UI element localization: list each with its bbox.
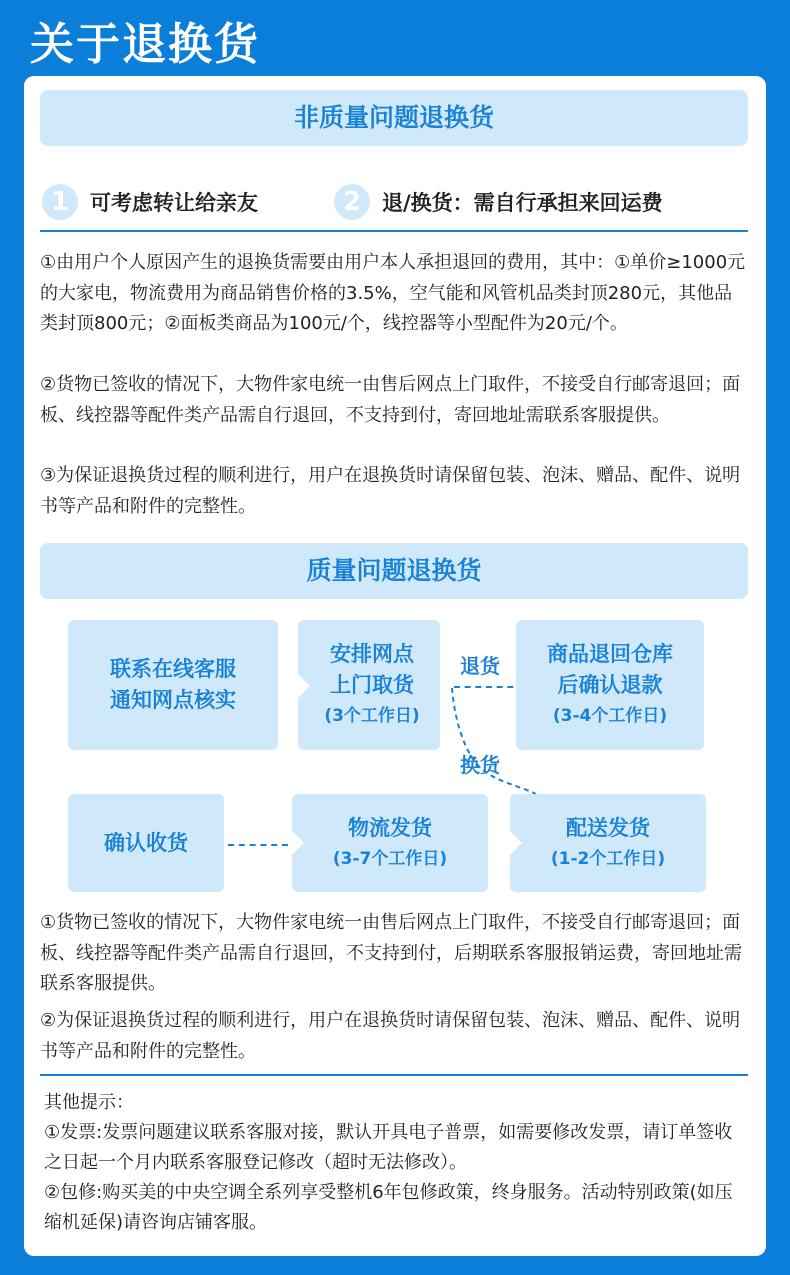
arrow-notch xyxy=(510,831,522,855)
option-return-exchange xyxy=(334,182,663,222)
label-exchange: 换货 xyxy=(460,753,500,777)
non-quality-paragraph-1: ①由用户个人原因产生的退换货需要由用户本人承担退回的费用，其中：①单价≥1000元的大家电，物流费用为商品销售价格的3.5%，空气能和风管机品类封顶280元，其他品类封顶800元；②面板类商品为100元/个，线控器等小型配件为20元/个。 xyxy=(40,252,746,334)
flow-warehouse-line2: 后确认退款 xyxy=(557,673,663,697)
flow-pickup-line2: 上门取货 xyxy=(330,673,414,697)
flow-contact-line1: 联系在线客服 xyxy=(110,657,236,681)
flow-confirm xyxy=(68,794,224,892)
flow-logistics xyxy=(292,794,488,892)
tip-warranty: ②包修:购买美的中央空调全系列享受整机6年包修政策，终身服务。活动特别政策(如压缩机延保)请咨询店铺客服。 xyxy=(44,1182,733,1233)
divider xyxy=(40,230,748,232)
number-two-icon: 2 xyxy=(334,184,370,220)
option-return-exchange-label: 退/换货：需自行承担来回运费 xyxy=(382,191,663,215)
content-card xyxy=(24,76,766,1256)
page-title: 关于退换货 xyxy=(30,19,260,70)
non-quality-header: 非质量问题退换货 xyxy=(40,90,748,146)
flow-pickup xyxy=(298,620,440,750)
flow-pickup-line1: 安排网点 xyxy=(330,642,414,666)
flow-contact-service xyxy=(68,620,278,750)
flow-confirm-line1: 确认收货 xyxy=(104,830,188,855)
tip-invoice: ①发票:发票问题建议联系客服对接，默认开具电子普票，如需要修改发票，请订单签收之日起一个月内联系客服登记修改（超时无法修改）。 xyxy=(44,1122,733,1173)
number-one-icon: 1 xyxy=(42,184,78,220)
flow-delivery-days: (1-2个工作日) xyxy=(550,848,666,869)
quality-header: 质量问题退换货 xyxy=(40,543,748,599)
flow-warehouse xyxy=(516,620,704,750)
flow-pickup-days: (3个工作日) xyxy=(324,706,420,726)
option-transfer xyxy=(42,182,258,222)
exchange-connector xyxy=(444,686,544,796)
dashed-connector xyxy=(228,844,288,846)
flow-contact-line2: 通知网点核实 xyxy=(110,688,236,712)
flow-delivery-line1: 配送发货 xyxy=(566,815,650,840)
flow-delivery xyxy=(510,794,706,892)
tips-title: 其他提示： xyxy=(44,1092,134,1113)
non-quality-paragraph-2: ②货物已签收的情况下，大物件家电统一由售后网点上门取件，不接受自行邮寄退回；面板、线控器等配件类产品需自行退回，不支持到付，寄回地址需联系客服提供。 xyxy=(40,374,741,426)
non-quality-paragraph-3: ③为保证退换货过程的顺利进行，用户在退换货时请保留包装、泡沫、赠品、配件、说明书等产品和附件的完整性。 xyxy=(40,465,741,517)
flow-warehouse-days: (3-4个工作日) xyxy=(552,706,668,726)
quality-paragraph-2: ②为保证退换货过程的顺利进行，用户在退换货时请保留包装、泡沫、赠品、配件、说明书等产品和附件的完整性。 xyxy=(40,1010,741,1062)
arrow-notch xyxy=(292,831,304,855)
option-transfer-label: 可考虑转让给亲友 xyxy=(90,191,258,215)
quality-paragraph-1: ①货物已签收的情况下，大物件家电统一由售后网点上门取件，不接受自行邮寄退回；面板、线控器等配件类产品需自行退回，不支持到付，后期联系客服报销运费，寄回地址需联系客服提供。 xyxy=(40,912,742,994)
flow-logistics-line1: 物流发货 xyxy=(348,815,432,840)
arrow-notch xyxy=(298,674,310,698)
label-return: 退货 xyxy=(460,654,500,678)
flow-warehouse-line1: 商品退回仓库 xyxy=(547,642,673,666)
divider xyxy=(40,1074,748,1076)
flow-logistics-days: (3-7个工作日) xyxy=(332,848,448,869)
